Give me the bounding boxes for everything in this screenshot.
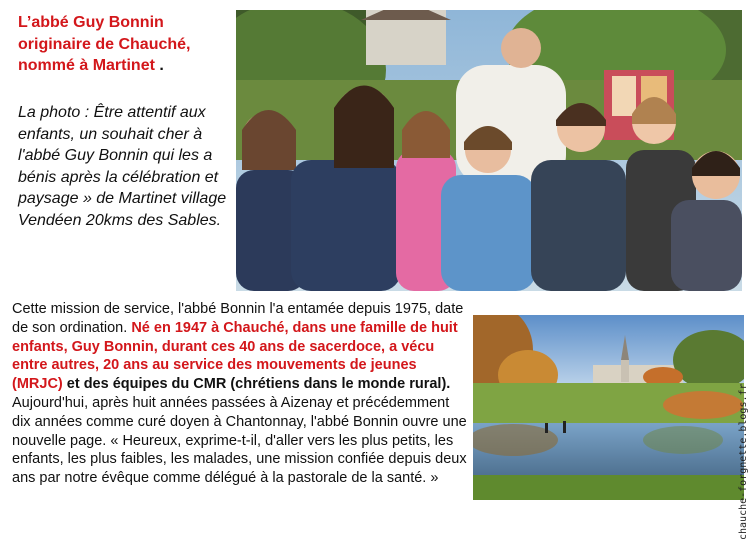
headline-text: L’abbé Guy Bonnin originaire de Chauché, nommé à Martinet: [18, 14, 191, 74]
photo-priest-with-children: [236, 10, 742, 291]
article-highlight: Né en 1947 à Chauché, dans une famille de huit enfants, Guy Bonnin, durant ces 40 ans de sacerdoce, a vécu entre autres, 20 ans au service des mouvements de jeunes (MRJC): [12, 319, 458, 393]
photo-caption: La photo : Être attentif aux enfants, un souhait cher à l'abbé Guy Bonnin qui les a bénis après la célébration et paysage » de Martinet village Vendéen 20kms des Sables.: [18, 104, 227, 229]
headline-dot: .: [154, 57, 164, 74]
article-intro: Cette mission de service, l'abbé Bonnin l'a entamée depuis 1975, date de son ordination.: [12, 301, 464, 336]
martinet-landscape-image: [473, 315, 744, 500]
article-paragraph-2: Aujourd'hui, après huit années passées à Aizenay et précédemment dix années comme curé doyen à Chantonnay, l'abbé Bonnin ouvre une nouvelle page. « Heureux, exprime-t-il, d'aller vers les plus petits, les enfants, les plus faibles, les malades, une mission confiée depuis deux ans par notre évêque comme délégué à la pastorale de la santé. »: [12, 394, 467, 487]
blog-watermark: chauche-forgnette.blogs.fr: [738, 383, 749, 540]
priest-children-photo-image: [236, 10, 742, 291]
photo-martinet-landscape: [473, 315, 744, 500]
article-bold-tail: et des équipes du CMR (chrétiens dans le monde rural).: [62, 376, 451, 393]
article-headline: [18, 12, 230, 77]
article-body: [12, 300, 470, 488]
